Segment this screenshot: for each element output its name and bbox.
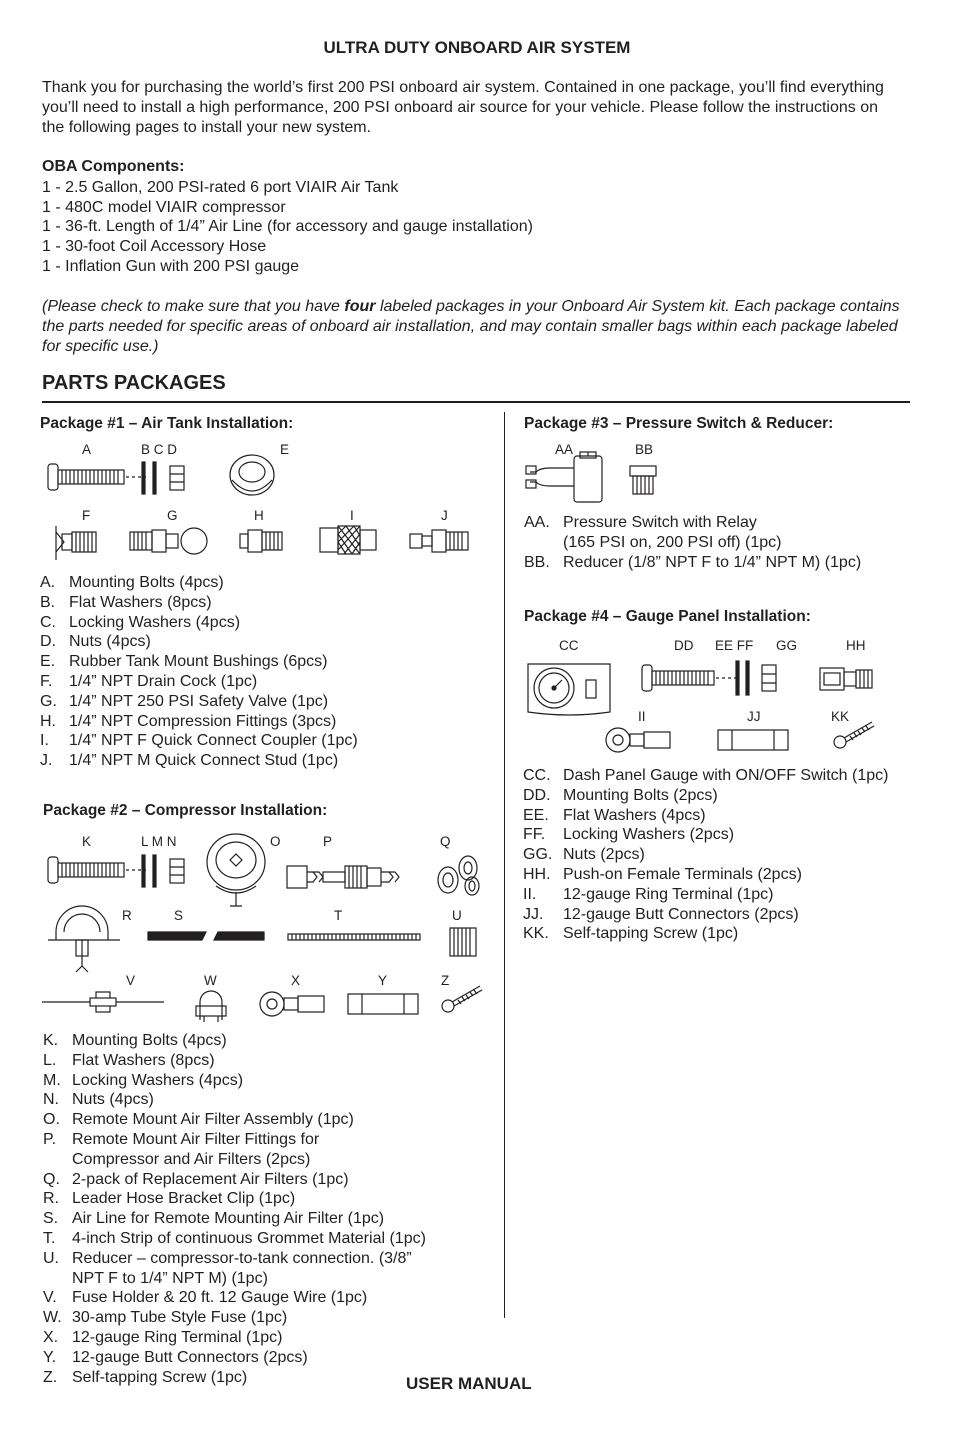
- list-item: F. 1/4” NPT Drain Cock (1pc): [40, 672, 258, 690]
- list-item: W. 30-amp Tube Style Fuse (1pc): [43, 1309, 288, 1327]
- part-label: U: [452, 908, 462, 923]
- list-item: N. Nuts (4pcs): [43, 1091, 154, 1109]
- tube-fuse-icon: [192, 986, 230, 1024]
- replacement-filters-icon: [434, 852, 484, 898]
- part-label: G: [167, 508, 178, 523]
- quick-connect-coupler-icon: [318, 522, 378, 558]
- list-item: D. Nuts (4pcs): [40, 633, 151, 651]
- list-item: A. Mounting Bolts (4pcs): [40, 574, 224, 591]
- list-item: R. Leader Hose Bracket Clip (1pc): [43, 1190, 296, 1208]
- package-2-parts-list: [43, 1031, 493, 1387]
- list-item: O. Remote Mount Air Filter Assembly (1pc): [43, 1111, 354, 1129]
- part-label: Z: [441, 973, 450, 988]
- part-label: F: [82, 508, 91, 523]
- pressure-switch-icon: [524, 452, 608, 506]
- package-3-heading: Package #3 – Pressure Switch & Reducer:: [524, 415, 834, 432]
- list-item: 1 - 2.5 Gallon, 200 PSI-rated 6 port VIAIR Air Tank: [42, 179, 399, 196]
- butt-connector-icon: [346, 992, 420, 1016]
- list-item: Z. Self-tapping Screw (1pc): [43, 1368, 248, 1386]
- list-item: DD. Mounting Bolts (2pcs): [523, 786, 718, 804]
- list-item: P. Remote Mount Air Filter Fittings for Compressor and Air Filters (2pcs): [43, 1130, 320, 1168]
- list-item: FF. Locking Washers (2pcs): [523, 826, 735, 844]
- self-tapping-screw-icon: [440, 982, 484, 1014]
- list-item: X. 12-gauge Ring Terminal (1pc): [43, 1328, 283, 1346]
- female-terminal-icon: [818, 664, 874, 694]
- list-item: AA. Pressure Switch with Relay: [524, 514, 757, 531]
- part-label: DD: [674, 638, 694, 653]
- part-label: A: [82, 442, 92, 457]
- document-title: ULTRA DUTY ONBOARD AIR SYSTEM: [323, 38, 631, 57]
- part-label: T: [334, 908, 343, 923]
- package-4-parts-list: [523, 766, 943, 944]
- bolt-washer-nut-icon: [46, 458, 196, 498]
- list-item: EE. Flat Washers (4pcs): [523, 806, 706, 824]
- list-item: B. Flat Washers (8pcs): [40, 593, 212, 611]
- part-label: W: [204, 973, 217, 988]
- list-item: II. 12-gauge Ring Terminal (1pc): [523, 885, 774, 903]
- list-item: 1 - 30-foot Coil Accessory Hose: [42, 238, 267, 256]
- safety-valve-icon: [128, 524, 210, 560]
- part-label: K: [82, 834, 92, 849]
- part-label: Y: [378, 973, 388, 988]
- list-item: (165 PSI on, 200 PSI off) (1pc): [563, 533, 782, 551]
- part-label: KK: [831, 709, 850, 724]
- air-filter-icon: [202, 832, 270, 912]
- part-label: GG: [776, 638, 798, 653]
- part-label: O: [270, 834, 281, 849]
- package-2-heading: Package #2 – Compressor Installation:: [43, 802, 328, 819]
- list-item: 1 - 480C model VIAIR compressor: [42, 198, 286, 216]
- list-item: CC. Dash Panel Gauge with ON/OFF Switch (1pc): [523, 767, 889, 784]
- list-item: HH. Push-on Female Terminals (2pcs): [523, 865, 802, 883]
- part-label: L M N: [141, 834, 177, 849]
- part-label: H: [254, 508, 264, 523]
- part-label: V: [126, 973, 136, 988]
- bolt-washer-nut-icon: [46, 851, 196, 891]
- ring-terminal-icon: [258, 990, 328, 1018]
- intro-paragraph: Thank you for purchasing the world’s first 200 PSI onboard air system. Contained in one package, you’ll find everything you’ll need to install a high performance, 200 PSI onboard air source for your vehicle. Please follow the instructions on the following pages to install your new system.: [42, 79, 884, 136]
- footer-label: USER MANUAL: [406, 1374, 532, 1393]
- list-item: T. 4-inch Strip of continuous Grommet Material (1pc): [43, 1229, 426, 1247]
- package-1-heading: Package #1 – Air Tank Installation:: [40, 415, 294, 432]
- list-item: E. Rubber Tank Mount Bushings (6pcs): [40, 653, 328, 671]
- list-item: KK. Self-tapping Screw (1pc): [523, 925, 739, 943]
- part-label: EE FF: [715, 638, 754, 653]
- list-item: U. Reducer – compressor-to-tank connection. (3/8” NPT F to 1/4” NPT M) (1pc): [43, 1249, 412, 1287]
- section-title: PARTS PACKAGES: [42, 372, 226, 394]
- drain-cock-icon: [44, 522, 100, 564]
- list-item: Q. 2-pack of Replacement Air Filters (1pc): [43, 1170, 349, 1188]
- list-item: H. 1/4” NPT Compression Fittings (3pcs): [40, 712, 337, 730]
- list-item: G. 1/4” NPT 250 PSI Safety Valve (1pc): [40, 692, 329, 710]
- list-item: Y. 12-gauge Butt Connectors (2pcs): [43, 1348, 308, 1366]
- list-item: 1 - 36-ft. Length of 1/4” Air Line (for accessory and gauge installation): [42, 218, 533, 236]
- note-text: labeled packages in your Onboard Air System kit. Each package contains the parts needed for specific areas of onboard air installation, and may contain smaller bags within each package labeled for specific use.): [42, 298, 900, 355]
- hose-bracket-clip-icon: [46, 902, 130, 976]
- part-label: II: [638, 709, 646, 724]
- part-label: X: [291, 973, 301, 988]
- ring-terminal-icon: [604, 726, 674, 754]
- package-4-heading: Package #4 – Gauge Panel Installation:: [524, 608, 811, 625]
- package-3-parts-list: [524, 513, 934, 572]
- filter-fittings-icon: [285, 860, 413, 894]
- part-label: P: [323, 834, 333, 849]
- components-list: [42, 178, 533, 277]
- part-label: AA: [555, 442, 574, 457]
- part-label: S: [174, 908, 184, 923]
- quick-connect-stud-icon: [408, 524, 472, 558]
- part-label: B C D: [141, 442, 178, 457]
- part-label: CC: [559, 638, 579, 653]
- list-item: J. 1/4” NPT M Quick Connect Stud (1pc): [40, 752, 339, 770]
- fuse-holder-icon: [40, 986, 166, 1016]
- list-item: S. Air Line for Remote Mounting Air Filter (1pc): [43, 1210, 385, 1228]
- part-label: BB: [635, 442, 654, 457]
- list-item: K. Mounting Bolts (4pcs): [43, 1032, 227, 1049]
- part-label: JJ: [747, 709, 761, 724]
- list-item: I. 1/4” NPT F Quick Connect Coupler (1pc): [40, 732, 358, 750]
- self-tapping-screw-icon: [832, 718, 876, 750]
- reducer-icon: [628, 464, 658, 496]
- part-label: HH: [846, 638, 866, 653]
- list-item: V. Fuse Holder & 20 ft. 12 Gauge Wire (1pc): [43, 1289, 368, 1307]
- reducer-icon: [448, 924, 478, 960]
- list-item: JJ. 12-gauge Butt Connectors (2pcs): [523, 905, 799, 923]
- part-label: J: [441, 508, 448, 523]
- list-item: GG. Nuts (2pcs): [523, 846, 645, 864]
- divider: [42, 401, 910, 403]
- package-1-parts-list: [40, 573, 490, 771]
- butt-connector-icon: [716, 728, 790, 752]
- list-item: L. Flat Washers (8pcs): [43, 1051, 215, 1069]
- part-label: R: [122, 908, 132, 923]
- list-item: 1 - Inflation Gun with 200 PSI gauge: [42, 257, 300, 275]
- list-item: BB. Reducer (1/8” NPT F to 1/4” NPT M) (1pc): [524, 553, 862, 571]
- part-label: Q: [440, 834, 451, 849]
- package-note: [42, 297, 902, 357]
- list-item: M. Locking Washers (4pcs): [43, 1071, 244, 1089]
- part-label: I: [350, 508, 354, 523]
- list-item: C. Locking Washers (4pcs): [40, 613, 241, 631]
- column-divider: [504, 412, 505, 1318]
- part-label: E: [280, 442, 290, 457]
- grommet-strip-icon: [286, 932, 422, 942]
- components-heading: OBA Components:: [42, 158, 185, 175]
- dash-panel-gauge-icon: [524, 656, 614, 718]
- rubber-bushing-icon: [226, 452, 278, 498]
- compression-fitting-icon: [238, 524, 286, 558]
- bolt-washer-nut-icon: [640, 659, 780, 699]
- note-bold: four: [344, 298, 376, 315]
- air-line-icon: [146, 930, 266, 942]
- note-text: (Please check to make sure that you have: [42, 298, 345, 315]
